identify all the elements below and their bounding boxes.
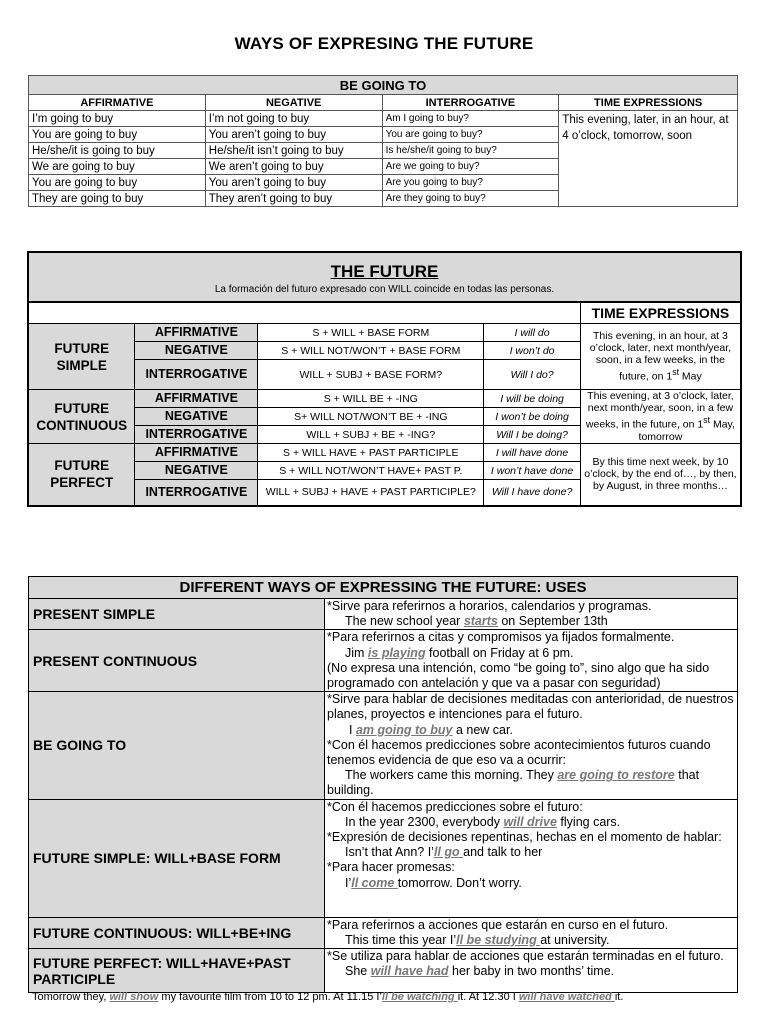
form-label: NEGATIVE (135, 408, 258, 426)
cell: Am I going to buy? (382, 111, 559, 127)
use-desc-present-continuous: *Para referirnos a citas y compromisos ya fijados formalmente. Jim is playing football on Friday at 6 pm. (No expresa una intención, como “be going to”, sino algo que ha sido programado con antelación y que va a pasar con seguridad) (325, 630, 738, 692)
col-time-expressions: TIME EXPRESSIONS (559, 95, 738, 111)
cell: Are they going to buy? (382, 191, 559, 207)
use-name-be-going-to: BE GOING TO (29, 692, 325, 799)
example: Will I do? (484, 360, 581, 390)
form-label: NEGATIVE (135, 462, 258, 480)
cell: We are going to buy (29, 159, 206, 175)
example: Will I be doing? (484, 426, 581, 444)
example: I will do (484, 324, 581, 342)
use-name-present-continuous: PRESENT CONTINUOUS (29, 630, 325, 692)
form-label: INTERROGATIVE (135, 426, 258, 444)
time-expressions-header: TIME EXPRESSIONS (580, 302, 741, 324)
rule: S + WILL BE + -ING (258, 390, 484, 408)
form-label: INTERROGATIVE (135, 360, 258, 390)
rule: WILL + SUBJ + HAVE + PAST PARTICIPLE? (258, 480, 484, 506)
use-name-future-perfect: FUTURE PERFECT: WILL+HAVE+PAST PARTICIPLE (29, 949, 325, 993)
rule: WILL + SUBJ + BASE FORM? (258, 360, 484, 390)
use-name-future-continuous: FUTURE CONTINUOUS: WILL+BE+ING (29, 917, 325, 948)
rule: WILL + SUBJ + BE + -ING? (258, 426, 484, 444)
be-going-to-table (28, 75, 738, 207)
footer-example: Tomorrow they, will show my favourite film from 10 to 12 pm. At 11.15 I’ll be watching it. At 12.30 I will have watched it. (32, 991, 624, 1003)
form-label: NEGATIVE (135, 342, 258, 360)
uses-header: DIFFERENT WAYS OF EXPRESSING THE FUTURE: USES (29, 577, 738, 599)
the-future-title: THE FUTURE (330, 261, 439, 281)
the-future-table (27, 251, 742, 507)
example: I will have done (484, 444, 581, 462)
example: I will be doing (484, 390, 581, 408)
cell: You are going to buy? (382, 127, 559, 143)
cell: They are going to buy (29, 191, 206, 207)
the-future-title-block (28, 252, 741, 302)
tense-future-simple: FUTURE SIMPLE (28, 324, 135, 390)
table-row (29, 111, 738, 127)
form-label: AFFIRMATIVE (135, 444, 258, 462)
rule: S+ WILL NOT/WON’T BE + -ING (258, 408, 484, 426)
tense-future-continuous: FUTURE CONTINUOUS (28, 390, 135, 444)
cell: I’m not going to buy (205, 111, 382, 127)
use-name-present-simple: PRESENT SIMPLE (29, 599, 325, 630)
rule: S + WILL + BASE FORM (258, 324, 484, 342)
use-desc-be-going-to: *Sirve para hablar de decisiones meditadas con anterioridad, de nuestros planes, proyectos e intenciones para el futuro. I am going to buy a new car. *Con él hacemos predicciones sobre acontecimientos futuros cuando tenemos evidencia de que eso va a ocurrir: The workers came this morning. They are going to restore that building. (325, 692, 738, 799)
blank-cell (28, 302, 580, 324)
time-expressions-cell: This evening, later, in an hour, at 4 o’clock, tomorrow, soon (559, 111, 738, 207)
example: I won’t do (484, 342, 581, 360)
cell: You are going to buy (29, 175, 206, 191)
cell: You aren’t going to buy (205, 175, 382, 191)
cell: Is he/she/it going to buy? (382, 143, 559, 159)
use-desc-future-continuous: *Para referirnos a acciones que estarán en curso en el futuro. This time this year I’ll be studying at university. (325, 917, 738, 948)
time-expressions-future-simple: This evening, in an hour, at 3 o’clock, later, next month/year, soon, in a few weeks, in the future, on 1st May (580, 324, 741, 390)
cell: Are we going to buy? (382, 159, 559, 175)
example: I won’t have done (484, 462, 581, 480)
form-label: INTERROGATIVE (135, 480, 258, 506)
col-affirmative: AFFIRMATIVE (29, 95, 206, 111)
cell: You are going to buy (29, 127, 206, 143)
col-negative: NEGATIVE (205, 95, 382, 111)
page-title: WAYS OF EXPRESING THE FUTURE (234, 34, 534, 53)
cell: He/she/it isn’t going to buy (205, 143, 382, 159)
cell: He/she/it is going to buy (29, 143, 206, 159)
tense-future-perfect: FUTURE PERFECT (28, 444, 135, 506)
use-desc-present-simple: *Sirve para referirnos a horarios, calendarios y programas. The new school year starts on September 13th (325, 599, 738, 630)
rule: S + WILL NOT/WON’T + BASE FORM (258, 342, 484, 360)
uses-table (28, 576, 738, 993)
use-desc-future-simple: *Con él hacemos predicciones sobre el futuro: In the year 2300, everybody will drive flying cars. *Expresión de decisiones repentinas, hechas en el momento de hablar: Isn’t that Ann? I’ll go and talk to her *Para hacer promesas: I’ll come tomorrow. Don’t worry. (325, 799, 738, 917)
col-interrogative: INTERROGATIVE (382, 95, 559, 111)
example: I won’t be doing (484, 408, 581, 426)
rule: S + WILL HAVE + PAST PARTICIPLE (258, 444, 484, 462)
cell: You aren’t going to buy (205, 127, 382, 143)
time-expressions-future-perfect: By this time next week, by 10 o’clock, by the end of…, by then, by August, in three months… (580, 444, 741, 506)
example: Will I have done? (484, 480, 581, 506)
cell: They aren’t going to buy (205, 191, 382, 207)
use-desc-future-perfect: *Se utiliza para hablar de acciones que estarán terminadas en el futuro. She will have had her baby in two months’ time. (325, 949, 738, 993)
cell: We aren’t going to buy (205, 159, 382, 175)
cell: Are you going to buy? (382, 175, 559, 191)
time-expressions-future-continuous: This evening, at 3 o’clock, later, next month/year, soon, in a few weeks, in the future, on 1st May, tomorrow (580, 390, 741, 444)
be-going-to-header: BE GOING TO (29, 76, 738, 95)
use-name-future-simple: FUTURE SIMPLE: WILL+BASE FORM (29, 799, 325, 917)
rule: S + WILL NOT/WON’T HAVE+ PAST P. (258, 462, 484, 480)
the-future-subtitle: La formación del futuro expresado con WILL coincide en todas las personas. (214, 283, 555, 295)
form-label: AFFIRMATIVE (135, 390, 258, 408)
form-label: AFFIRMATIVE (135, 324, 258, 342)
cell: I’m going to buy (29, 111, 206, 127)
